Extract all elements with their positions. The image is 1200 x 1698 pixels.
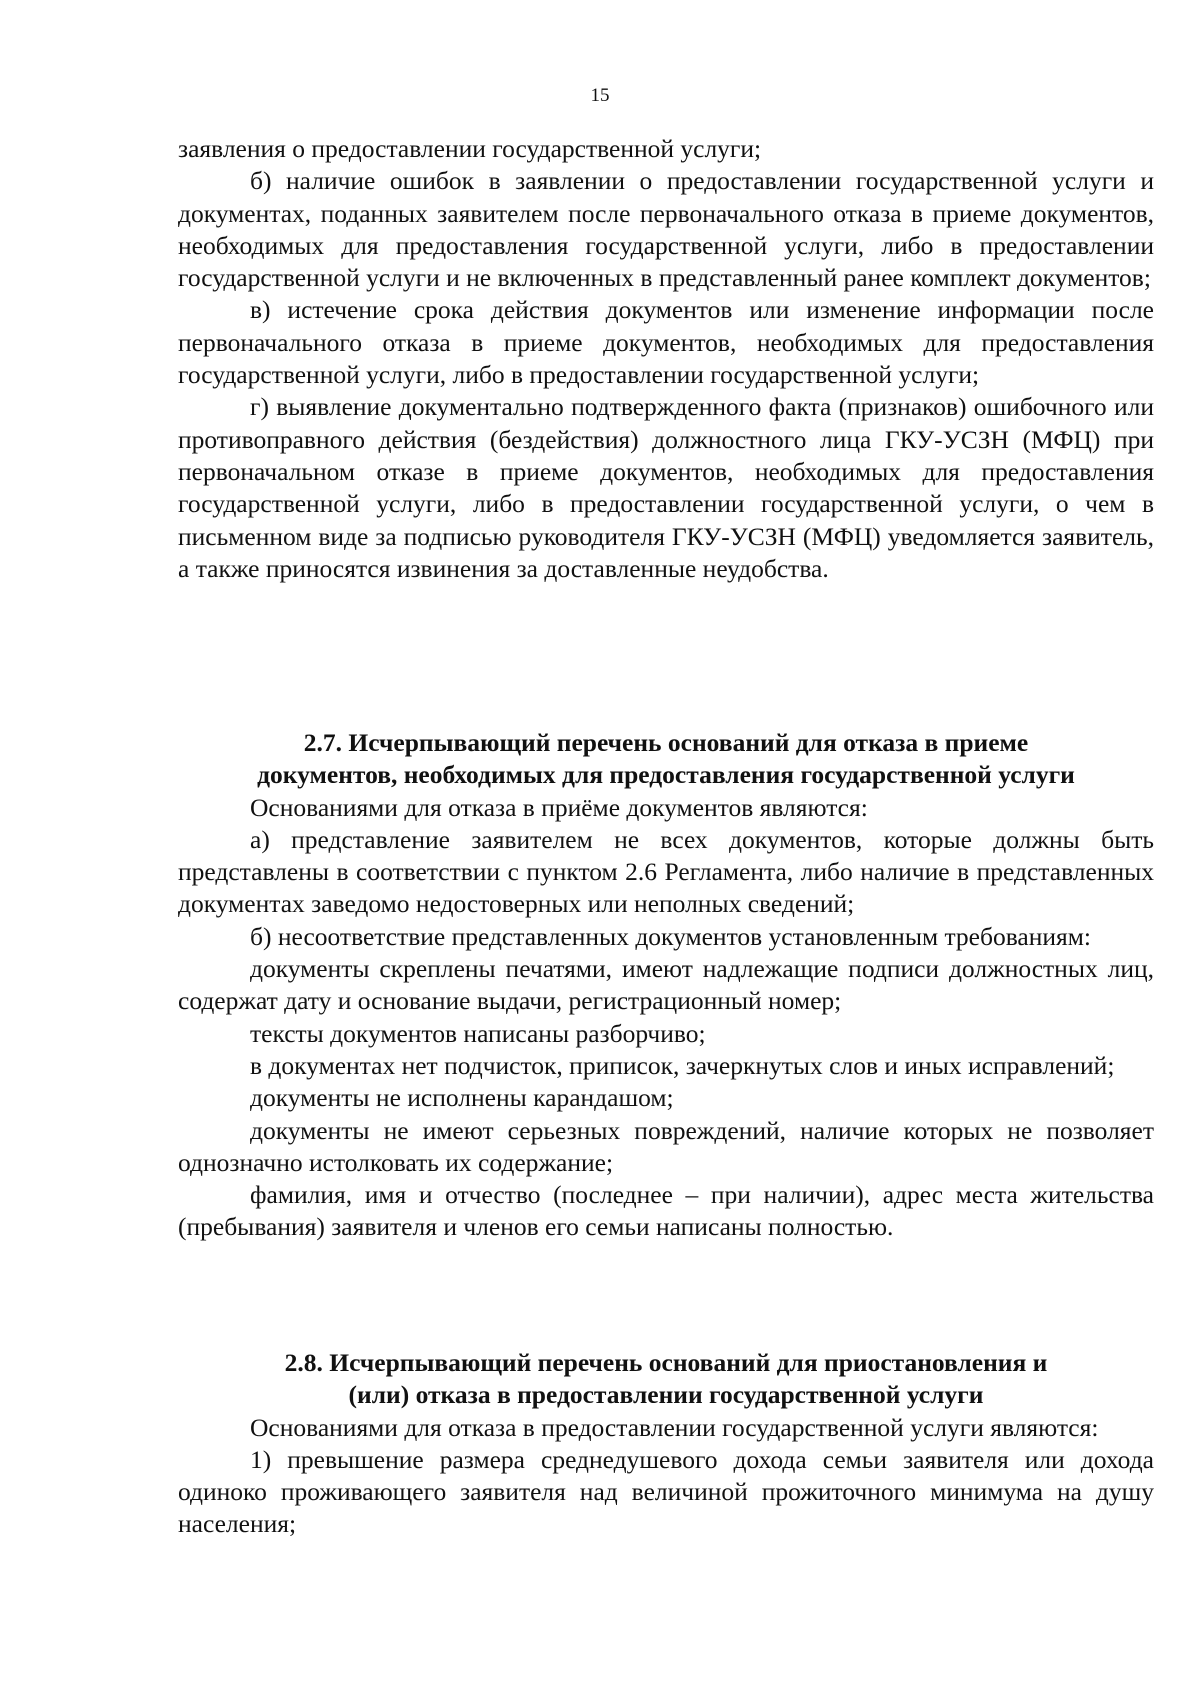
list-item: б) наличие ошибок в заявлении о предоставлении государственной услуги и документах, поданных заявителем после первоначального отказа в приеме документов, необходимых для предоставления государственной услуги, либо в предоставлении государственной услуги и не включенных в представленный ранее комплект документов; xyxy=(178,166,1154,293)
list-item: 1) превышение размера среднедушевого дохода семьи заявителя или дохода одиноко проживающего заявителя над величиной прожиточного минимума на душу населения; xyxy=(178,1444,1154,1539)
heading-line: (или) отказа в предоставлении государственной услуги xyxy=(348,1380,984,1410)
heading-line: 2.8. Исчерпывающий перечень оснований для приостановления и xyxy=(284,1348,1048,1377)
section-heading xyxy=(178,727,1154,792)
requirement-item: документы не исполнены карандашом; xyxy=(250,1083,674,1113)
heading-line: 2.7. Исчерпывающий перечень оснований для отказа в приеме xyxy=(303,728,1029,757)
section-heading xyxy=(178,1347,1154,1412)
section-2-7 xyxy=(178,727,1154,1244)
paragraph: Основаниями для отказа в предоставлении государственной услуги являются: xyxy=(250,1412,1099,1442)
list-item: а) представление заявителем не всех документов, которые должны быть представлены в соответствии с пунктом 2.6 Регламента, либо наличие в представленных документах заведомо недостоверных или неполных сведений; xyxy=(178,824,1154,919)
requirement-item: документы скреплены печатями, имеют надлежащие подписи должностных лиц, содержат дату и основание выдачи, регистрационный номер; xyxy=(178,954,1154,1016)
requirement-item: документы не имеют серьезных повреждений, наличие которых не позволяет однозначно истолковать их содержание; xyxy=(178,1115,1154,1177)
continuation-paragraph: заявления о предоставлении государственной услуги; xyxy=(178,134,762,163)
intro-section xyxy=(178,133,1154,585)
requirement-item: тексты документов написаны разборчиво; xyxy=(250,1018,706,1048)
list-item: б) несоответствие представленных документов установленным требованиям: xyxy=(250,921,1091,951)
heading-line: документов, необходимых для предоставления государственной услуги xyxy=(257,760,1075,790)
list-item: г) выявление документально подтвержденного факта (признаков) ошибочного или противоправного действия (бездействия) должностного лица ГКУ-УСЗН (МФЦ) при первоначальном отказе в приеме документов, необходимых для предоставления государственной услуги, либо в предоставлении государственной услуги, о чем в письменном виде за подписью руководителя ГКУ-УСЗН (МФЦ) уведомляется заявитель, а также приносятся извинения за доставленные неудобства. xyxy=(178,392,1154,583)
page-number: 15 xyxy=(590,85,610,106)
list-item: в) истечение срока действия документов или изменение информации после первоначального отказа в приеме документов, необходимых для предоставления государственной услуги, либо в предоставлении государственной услуги; xyxy=(178,295,1154,390)
requirement-item: фамилия, имя и отчество (последнее – при наличии), адрес места жительства (пребывания) заявителя и членов его семьи написаны полностью. xyxy=(178,1180,1154,1242)
section-2-8 xyxy=(178,1347,1154,1541)
requirement-item: в документах нет подчисток, приписок, зачеркнутых слов и иных исправлений; xyxy=(250,1050,1115,1080)
paragraph: Основаниями для отказа в приёме документов являются: xyxy=(250,792,868,822)
